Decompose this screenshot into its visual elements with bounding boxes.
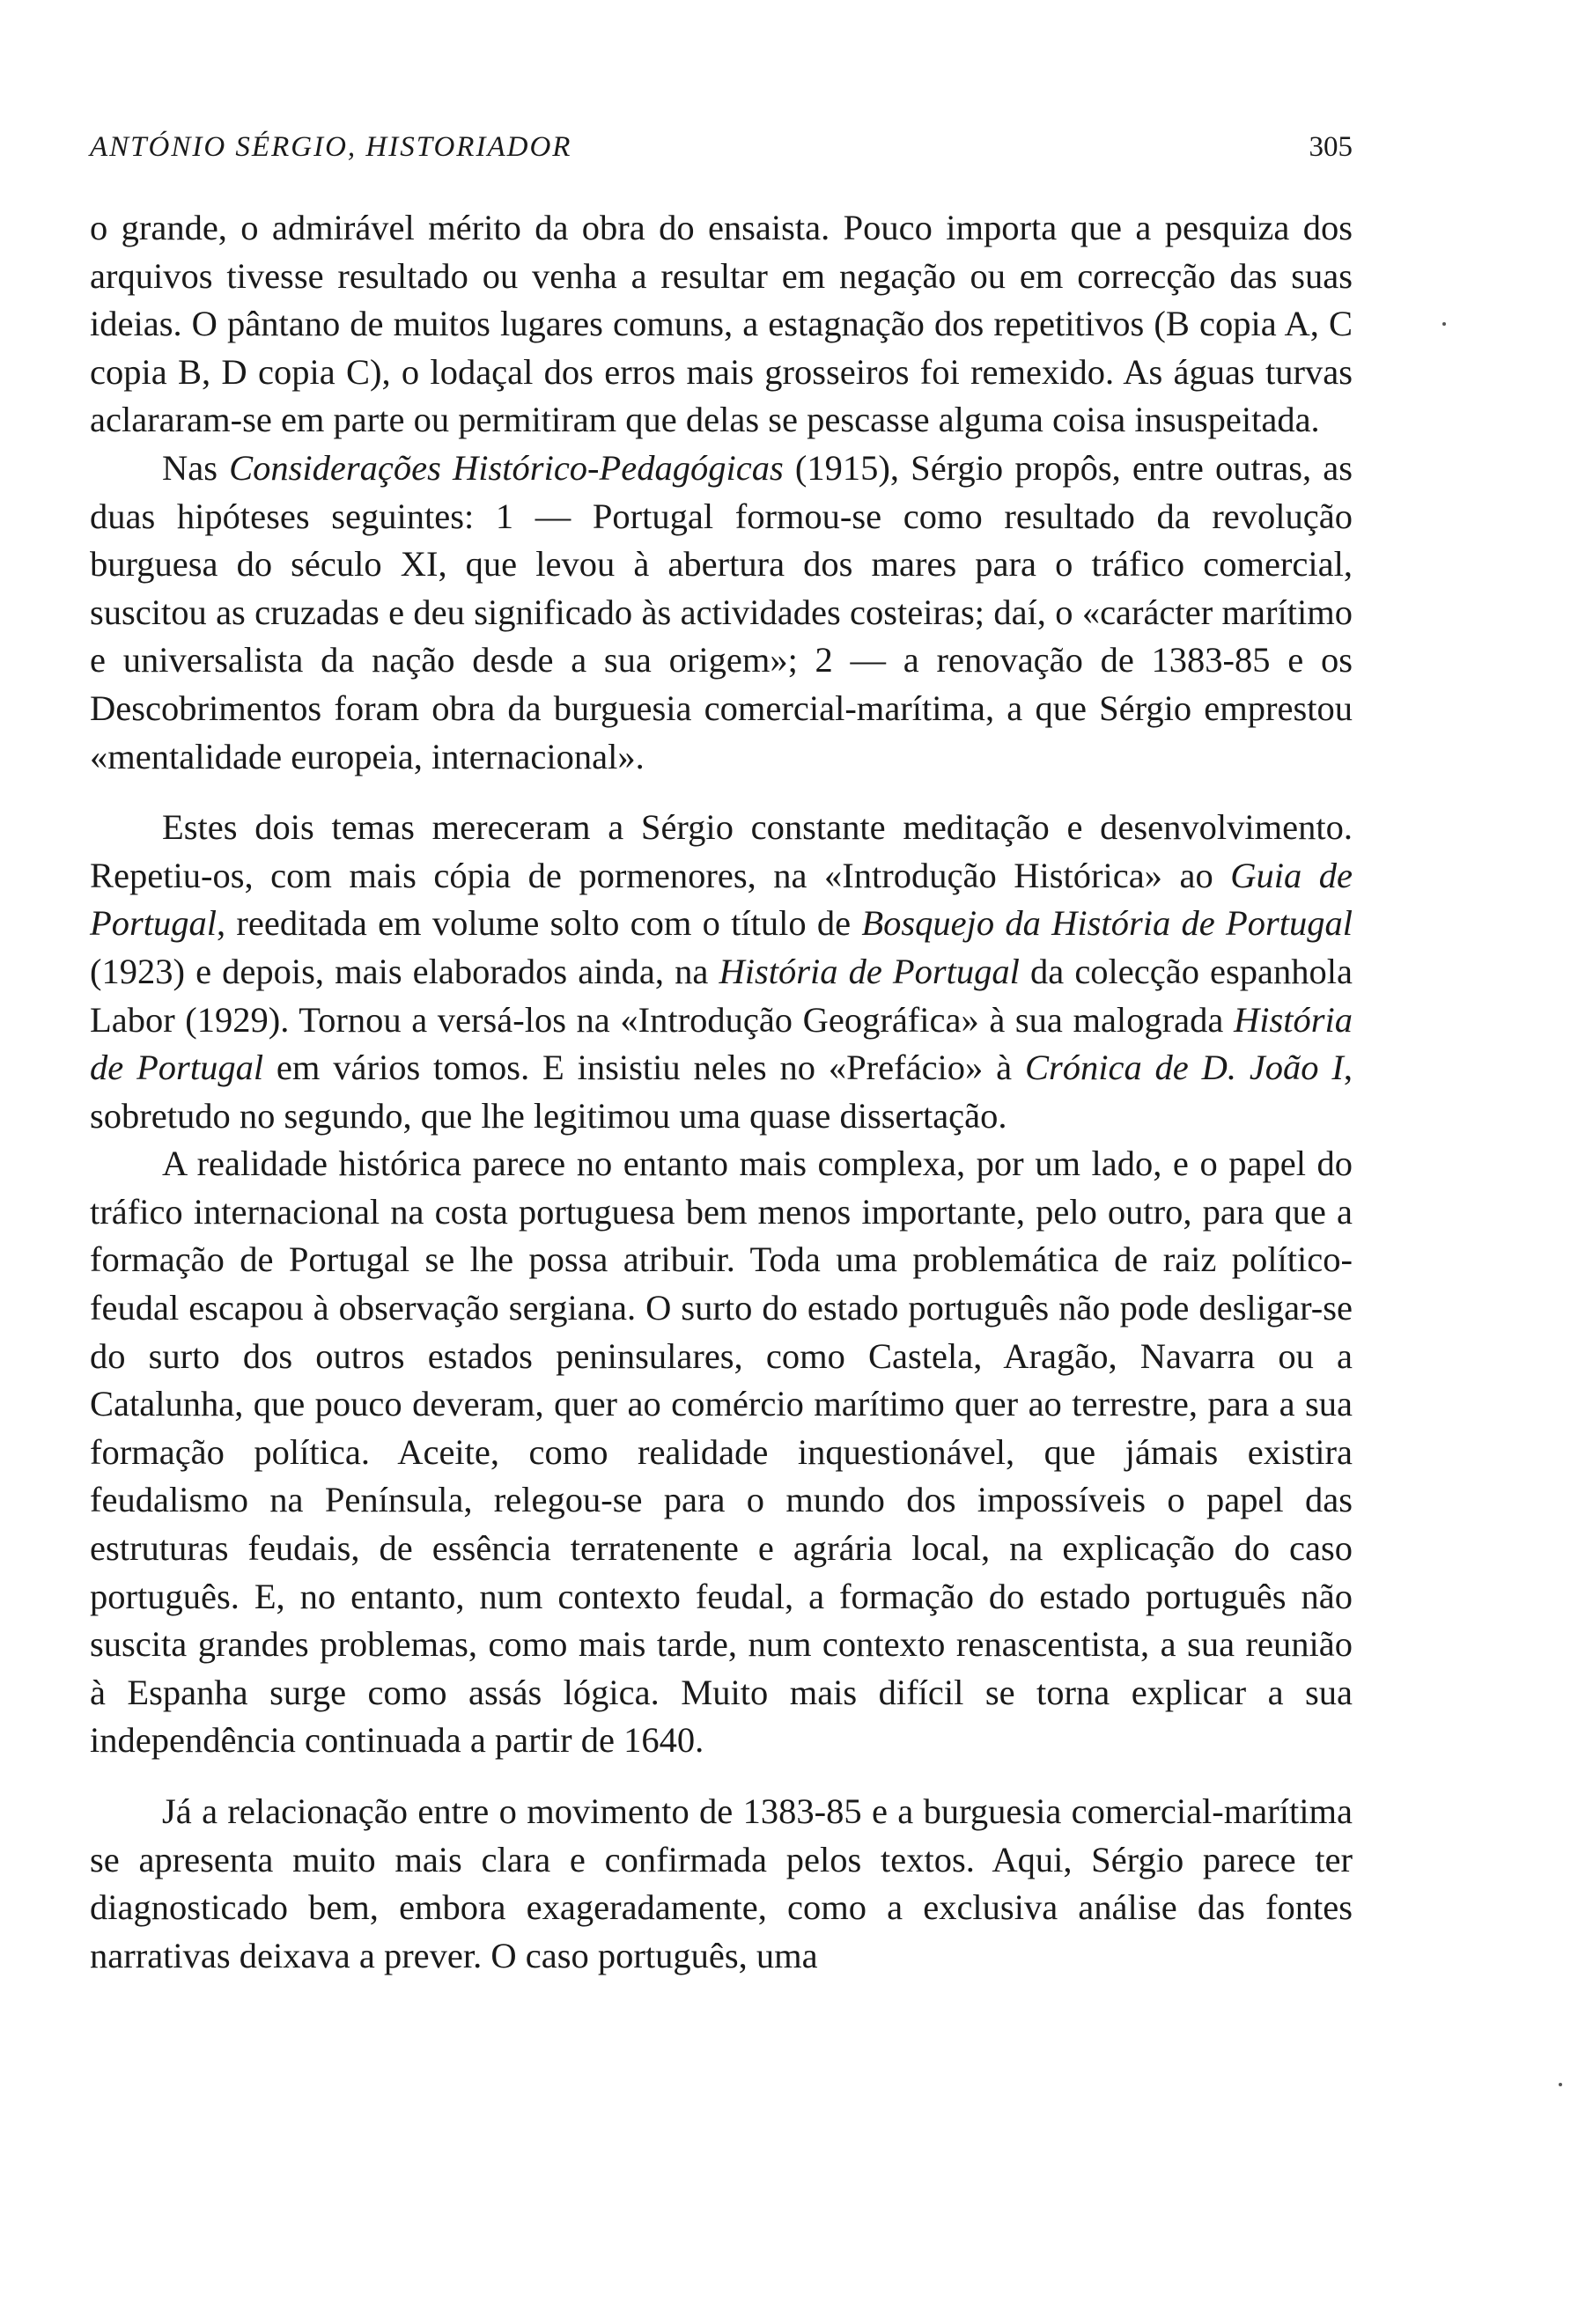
body-text (90, 204, 1353, 1980)
running-title: ANTÓNIO SÉRGIO, HISTORIADOR (90, 131, 572, 163)
italic-title: Crónica de D. João I (1024, 1048, 1344, 1088)
text-run: , sobretudo no segundo, que lhe legitimou uma quase dissertação. (90, 1048, 1353, 1136)
paragraph (90, 445, 1353, 781)
italic-title: Bosquejo da História de Portugal (861, 903, 1353, 944)
text-run: em vários tomos. E insistiu neles no «Prefácio» à (263, 1048, 1025, 1088)
text-run: A realidade histórica parece no entanto mais complexa, por um lado, e o papel do tráfico internacional na costa portuguesa bem menos importante, pelo outro, para que a formação de Portugal se lhe possa atribuir. Toda uma problemática de raiz político-feudal escapou à observação sergiana. O surto do estado português não pode desligar-se do surto dos outros estados peninsulares, como Castela, Aragão, Navarra ou a Catalunha, que pouco deveram, quer ao comércio marítimo quer ao terrestre, para a sua formação política. Aceite, como realidade inquestionável, que jámais existira feudalismo na Península, relegou-se para o mundo dos impossíveis o papel das estruturas feudais, de essência terratenente e agrária local, na explicação do caso português. E, no entanto, num contexto feudal, a formação do estado português não suscita grandes problemas, como mais tarde, num contexto renascentista, a sua reunião à Espanha surge como assás lógica. Muito mais difícil se torna explicar a sua independência continuada a partir de 1640. (90, 1144, 1353, 1761)
paragraph (90, 204, 1353, 445)
scan-speck (1559, 2083, 1562, 2086)
paragraph (90, 1140, 1353, 1765)
text-run: , reeditada em volume solto com o título de (217, 903, 862, 944)
page-number: 305 (1309, 131, 1353, 163)
italic-title: Considerações Histórico-Pedagógicas (229, 447, 784, 488)
italic-title: Guia de Portugal (90, 855, 1353, 944)
text-run: da colecção espanhola Labor (1929). Tornou a versá-los na «Introdução Geográfica» à sua malograda (90, 951, 1353, 1040)
running-head (90, 125, 1353, 169)
text-run: (1915), Sérgio propôs, entre outras, as duas hipóteses seguintes: 1 — Portugal formou-se como resultado da revolução burguesa do século XI, que levou à abertura dos mares para o tráfico comercial, suscitou as cruzadas e deu significado às actividades costeiras; daí, o «carácter marítimo e universalista da nação desde a sua origem»; 2 — a renovação de 1383-85 e os Descobrimentos foram obra da burguesia comercial-marítima, a que Sérgio emprestou «mentalidade europeia, internacional». (90, 447, 1353, 776)
paragraph (90, 1788, 1353, 1980)
paragraph (90, 804, 1353, 1140)
italic-title: História de Portugal (90, 999, 1353, 1088)
scan-speck (1442, 322, 1446, 326)
text-run: (1923) e depois, mais elaborados ainda, na (90, 951, 719, 991)
italic-title: História de Portugal (719, 951, 1020, 991)
text-run: Estes dois temas mereceram a Sérgio constante meditação e desenvolvimento. Repetiu-os, com mais cópia de pormenores, na «Introdução Histórica» ao (90, 807, 1353, 895)
text-run: Já a relacionação entre o movimento de 1383-85 e a burguesia comercial-marítima se apresenta muito mais clara e confirmada pelos textos. Aqui, Sérgio parece ter diagnosticado bem, embora exageradamente, como a exclusiva análise das fontes narrativas deixava a prever. O caso português, uma (90, 1791, 1353, 1975)
text-run: Nas (162, 447, 230, 488)
text-run: o grande, o admirável mérito da obra do ensaista. Pouco importa que a pesquiza dos arquivos tivesse resultado ou venha a resultar em negação ou em correcção das suas ideias. O pântano de muitos lugares comuns, a estagnação dos repetitivos (B copia A, C copia B, D copia C), o lodaçal dos erros mais grosseiros foi remexido. As águas turvas aclararam-se em parte ou permitiram que delas se pescasse alguma coisa insuspeitada. (90, 208, 1353, 440)
